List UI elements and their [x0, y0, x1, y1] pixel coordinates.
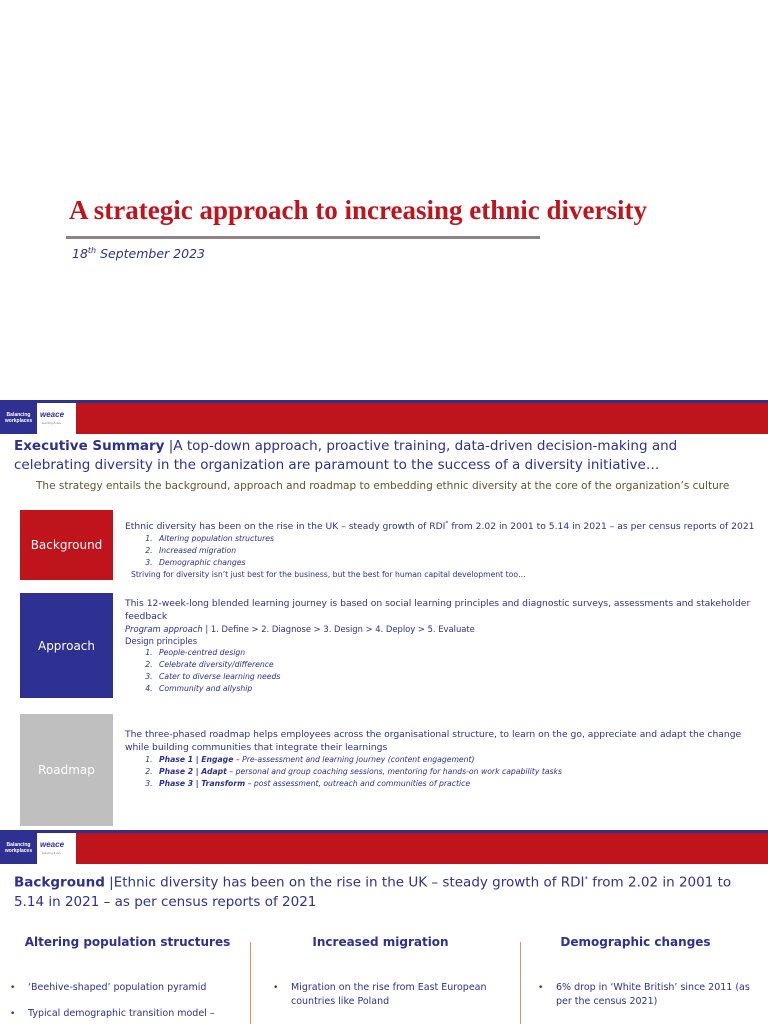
approach-lead: This 12-week-long blended learning journey is based on social learning principles and diagnostic surveys, assessments and stakeholder feedback — [125, 598, 751, 622]
list-item: 4. Community and allyship — [155, 683, 755, 695]
roadmap-lead: The three-phased roadmap helps employees across the organisational structure, to learn on the go, appreciate and adapt the change while building communities that integrate their learnings — [125, 729, 742, 753]
list-item — [155, 754, 755, 766]
list-item: 2. Increased migration — [155, 545, 755, 557]
list-item: 1. Altering population structures — [155, 533, 755, 545]
list-item: 1. People-centred design — [155, 647, 755, 659]
footnote-marker: * — [445, 520, 449, 527]
brand-logo-wordmark: weace — [40, 410, 65, 419]
page-title: A strategic approach to increasing ethnic diversity — [69, 195, 647, 225]
background-heading — [14, 870, 754, 912]
program-approach-label: Program approach — [125, 624, 203, 634]
phase-label: Phase 1 | Engage — [159, 755, 234, 764]
list-item — [155, 766, 755, 778]
roadmap-box-label: Roadmap — [38, 763, 95, 777]
column-title: Altering population structures — [24, 935, 231, 949]
program-approach — [125, 623, 755, 635]
brand-logo-badge — [0, 403, 37, 434]
column-bullets — [273, 981, 493, 1021]
background-lead — [125, 517, 755, 533]
list-item: 3. Cater to diverse learning needs — [155, 671, 755, 683]
approach-box-label: Approach — [37, 638, 95, 653]
list-item: 2. Celebrate diversity/difference — [155, 659, 755, 671]
column-divider — [250, 942, 251, 1024]
column-title: Increased migration — [312, 935, 449, 949]
brand-logo-badge — [0, 833, 37, 864]
strategy-subtitle: The strategy entails the background, approach and roadmap to embedding ethnic diversity at the core of the organization’s culture — [36, 480, 730, 492]
phase-label: Phase 3 | Transform — [159, 779, 246, 788]
background-headline-end: from 2.02 in 2001 to 5.14 in 2021 – as per census reports of 2021 — [14, 874, 732, 910]
executive-summary-slide — [0, 400, 768, 830]
background-note: Striving for diversity isn’t just best for the business, but the best for human capital development too… — [131, 570, 526, 580]
brand-logo-subtext: learning & dev — [42, 421, 62, 425]
presentation-date — [72, 246, 205, 261]
brand-logo-wordmark: weace — [40, 840, 65, 849]
brand-stripe-red — [76, 403, 768, 434]
column-bullets — [10, 981, 245, 1024]
date-day: 18 — [72, 246, 88, 262]
executive-summary-headline: A top-down approach, proactive training, data-driven decision-making and celebrating diversity in the organization are paramount to the success of a diversity initiative… — [14, 438, 678, 473]
background-description — [125, 517, 755, 581]
phase-text: – post assessment, outreach and communities of practice — [245, 779, 471, 788]
background-lead-text: Ethnic diversity has been on the rise in the UK – steady growth of RDI — [125, 521, 446, 533]
roadmap-description — [125, 728, 755, 790]
heading-separator: | — [164, 438, 174, 454]
date-rest: September 2023 — [96, 246, 205, 262]
approach-description — [125, 597, 755, 695]
column-title: Demographic changes — [560, 935, 711, 949]
footnote-marker: * — [584, 875, 588, 883]
brand-stripe-red — [76, 833, 768, 864]
background-box — [20, 510, 113, 580]
date-suffix: th — [87, 246, 97, 255]
executive-summary-label: Executive Summary — [14, 438, 165, 454]
phase-label: Phase 2 | Adapt — [159, 767, 227, 776]
phase-text: – personal and group coaching sessions, mentoring for hands-on work capability tasks — [226, 767, 563, 776]
logo-tagline-2: workplaces — [4, 418, 33, 424]
title-slide — [0, 0, 768, 400]
brand-header-bar — [0, 830, 768, 864]
title-divider — [66, 236, 540, 239]
list-item: 3. Demographic changes — [155, 557, 755, 569]
approach-box — [20, 593, 113, 698]
brand-logo-subtext: learning & dev — [42, 851, 62, 855]
list-item — [155, 778, 755, 790]
list-item: • Migration on the rise from East European countries like Poland — [273, 981, 493, 1009]
design-principles-label: Design principles — [125, 636, 198, 646]
background-label: Background — [14, 874, 105, 891]
heading-separator: | — [104, 874, 114, 891]
logo-tagline-1: Balancing — [6, 842, 31, 848]
program-approach-steps: | 1. Define > 2. Diagnose > 3. Design > 4. Deploy > 5. Evaluate — [202, 624, 475, 634]
background-slide — [0, 830, 768, 1024]
background-headline: Ethnic diversity has been on the rise in the UK – steady growth of RDI — [113, 874, 585, 891]
roadmap-box — [20, 714, 113, 826]
list-item: • 6% drop in ‘White British’ since 2011 (as per the census 2021) — [538, 981, 763, 1009]
column-divider — [520, 942, 521, 1024]
design-principles-list — [155, 647, 755, 695]
column-bullets — [538, 981, 763, 1021]
list-item: • Typical demographic transition model – — [10, 1007, 245, 1021]
background-box-label: Background — [30, 538, 103, 552]
background-list — [155, 533, 755, 569]
executive-summary-heading — [14, 437, 754, 475]
logo-tagline-1: Balancing — [6, 412, 31, 418]
logo-tagline-2: workplaces — [4, 848, 33, 854]
background-lead-text-end: from 2.02 in 2001 to 5.14 in 2021 – as per census reports of 2021 — [448, 521, 755, 533]
list-item: • ‘Beehive-shaped’ population pyramid — [10, 981, 245, 995]
phase-text: – Pre-assessment and learning journey (content engagement) — [233, 755, 475, 764]
roadmap-phases-list — [155, 754, 755, 790]
brand-header-bar — [0, 400, 768, 434]
